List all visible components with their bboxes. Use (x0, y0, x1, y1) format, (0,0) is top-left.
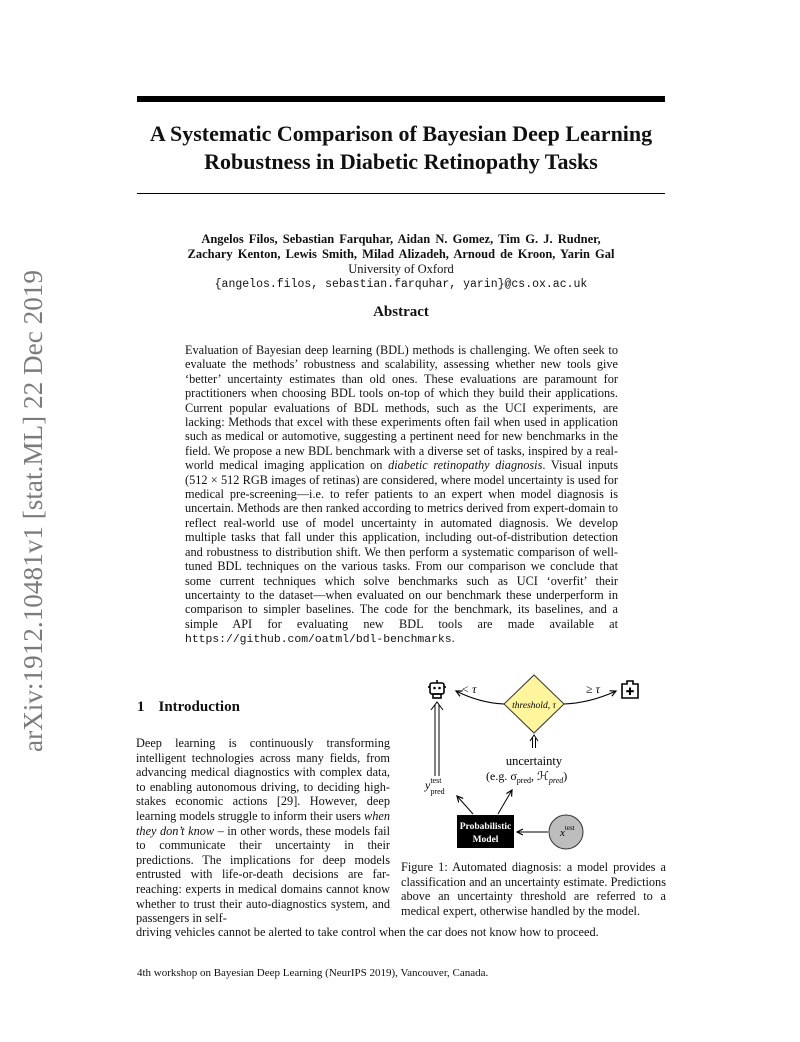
abstract-heading: Abstract (373, 304, 429, 320)
threshold-label: threshold, τ (512, 701, 556, 711)
arrow-model-to-ypred (457, 796, 473, 814)
author-line-1: Angelos Filos, Sebastian Farquhar, Aidan N. Gomez, Tim G. J. Rudner, (201, 232, 601, 246)
title-bottom-rule (137, 193, 665, 194)
intro-part-1: Deep learning is continuously transforming intelligent technologies across many fields, from advancing medical diagnostics with complex data, to enabling autonomous driving, to deciding high-stakes economic actions [29]. However, deep learning models struggle to inform their users (136, 736, 390, 823)
intro-italic: when they don’t know (136, 808, 390, 838)
ypred-label: $y^{test}$ pred (425, 776, 445, 796)
input-label: $x^{test}$ (560, 824, 575, 839)
ypred-double-arrow (431, 702, 443, 776)
title-top-rule (137, 96, 665, 102)
paper-title: A Systematic Comparison of Bayesian Deep Learning Robustness in Diabetic Retinopathy Tasks (149, 121, 653, 174)
intro-paragraph (136, 736, 390, 926)
abstract-italic: diabetic retinopathy diagnosis (388, 458, 543, 473)
less-than-tau: < τ (461, 682, 477, 696)
arxiv-stamp (6, 266, 56, 756)
venue-footer: 4th workshop on Bayesian Deep Learning (NeurIPS 2019), Vancouver, Canada. (137, 967, 489, 979)
intro-paragraph-tail: driving vehicles cannot be alerted to take control when the car does not know how to proceed. (136, 925, 599, 939)
section-heading (137, 699, 240, 716)
abstract-end: . (451, 631, 455, 646)
abstract-part-2: . Visual inputs (512 × 512 RGB images of retinas) are considered, where model uncertainty is used for medical pre-screening—i.e. to refer patients to an expert when model diagnosis is uncertain. Methods are then ranked according to metrics derived from expert-domain to reflect real-world use of model uncertainty in automated diagnosis. We develop multiple tasks that fall under this application, including out-of-distribution detection and robustness to distribution shift. We then perform a systematic comparison of well-tuned BDL techniques on the various tasks. From our comparison we conclude that some current techniques which solve benchmarks such as UCI ‘overfit’ their uncertainty to the dataset—when evaluated on our benchmark these underperform in comparison to simpler baselines. The code for the benchmark, its baselines, and a simple API for evaluating new BDL tools are made available at (185, 458, 618, 631)
input-node (549, 815, 583, 849)
author-line-2: Zachary Kenton, Lewis Smith, Milad Alizadeh, Arnoud de Kroon, Yarin Gal (187, 247, 615, 261)
model-label-line-2: Model (472, 835, 499, 845)
abstract-part-1: Evaluation of Bayesian deep learning (BDL) methods is challenging. We often seek to evaluate the methods’ robustness and scalability, assessing whether new tools give ‘better’ uncertainty estimates than old ones. These evaluations are paramount for practitioners when choosing BDL tools on-top of which they build their applications. Current popular evaluations of BDL methods, such as the UCI experiments, are lacking: Methods that excel with these experiments often fail when used in application such as medical or automotive, suggesting a pertinent need for new benchmarks in the field. We propose a new BDL benchmark with a diverse set of tasks, inspired by a real-world medical imaging application on (185, 343, 618, 473)
intro-part-2: – in other words, these models fail to communicate their uncertainty in their predictions. The implications for deep models entrusted with life-or-death decisions are far-reaching: experts in medical domains cannot know whether to trust their auto-diagnostics system, and passengers in self- (136, 823, 390, 926)
medical-plus-icon (622, 681, 638, 698)
figure-1-diagram (400, 672, 670, 862)
abstract-text (185, 343, 618, 648)
robot-icon (428, 680, 446, 698)
uncertainty-label: uncertainty (505, 754, 563, 768)
geq-tau: ≥ τ (586, 682, 600, 696)
section-number: 1 (137, 699, 145, 715)
arrow-model-to-uncertainty (498, 790, 512, 814)
uncertainty-double-arrow (530, 735, 538, 748)
arxiv-stamp-text: arXiv:1912.10481v1 [stat.ML] 22 Dec 2019 (18, 273, 48, 752)
figure-1-caption: Figure 1: Automated diagnosis: a model provides a classification and an uncertainty estimate. Predictions above an uncertainty threshold are referred to a medical expert, otherwise handled by the model. (401, 860, 666, 918)
section-title: Introduction (158, 699, 240, 715)
affiliation: University of Oxford (348, 262, 454, 276)
code-url-link[interactable]: https://github.com/oatml/bdl-benchmarks (185, 634, 452, 647)
author-block (137, 232, 665, 292)
uncertainty-example: (e.g. $\sigma_{pred}$, ℋ$_{pred}$) (486, 769, 568, 785)
author-emails: {angelos.filos, sebastian.farquhar, yarin}@cs.ox.ac.uk (214, 278, 588, 291)
model-label-line-1: Probabilistic (459, 822, 512, 832)
